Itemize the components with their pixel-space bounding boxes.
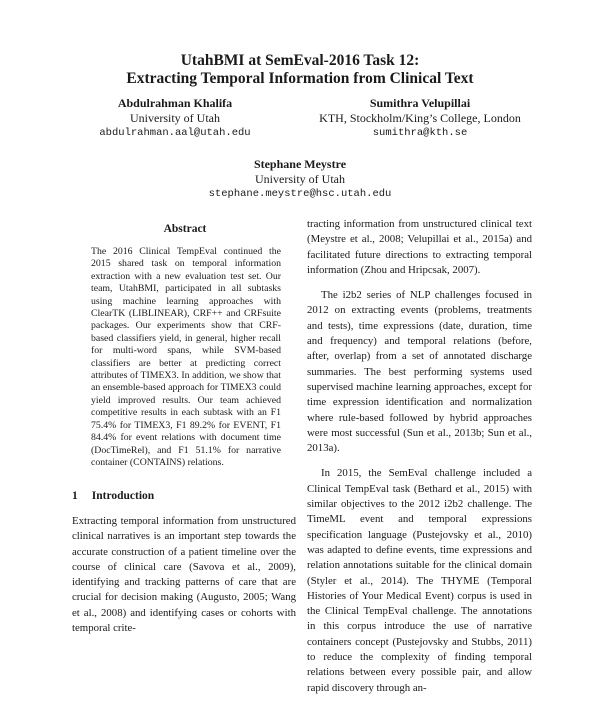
section-number: 1 [72,490,78,502]
section-title: Introduction [91,490,155,502]
author-email: stephane.meystre@hsc.utah.edu [208,188,392,200]
author-name: Abdulrahman Khalifa [117,96,233,110]
section-heading [72,490,154,502]
title-line-2: Extracting Temporal Information from Clinical Text [126,70,474,87]
author-affiliation: University of Utah [130,111,220,125]
intro-paragraph: Extracting temporal information from unstructured clinical narratives is an important step towards the accurate construction of a patient timeline over the course of clinical care (Savova et al., 2009), identifying and tracking patterns of care that are crucial for decision making (Augusto, 2005; Wang et al., 2008) and identifying cases or cohorts with temporal crite- [72,515,296,635]
left-column-body [72,514,296,636]
author-block-3 [150,157,450,202]
author-affiliation: University of Utah [255,172,345,186]
author-affiliation: KTH, Stockholm/King’s College, London [319,111,521,125]
author-name: Stephane Meystre [253,157,347,171]
abstract-body: The 2016 Clinical TempEval continued the 2015 shared task on temporal information extraction with a new evaluation test set. Our team, UtahBMI, participated in all subtasks using machine learning approaches with ClearTK (LIBLINEAR), CRF++ and CRFsuite packages. Our experiments show that CRF-based classifiers yield, in general, higher recall for multi-word spans, while SVM-based classifiers are better at predicting correct attributes of TIMEX3. In addition, we show that an ensemble-based approach for TIMEX3 could yield improved results. Our team achieved competitive results in each subtask with an F1 75.4% for TIMEX3, F1 89.2% for EVENT, F1 84.4% for event relations with document time (DocTimeRel), and F1 51.1% for narrative container (CONTAINS) relations. [91,246,281,468]
author-email: sumithra@kth.se [372,127,468,139]
author-name: Sumithra Velupillai [369,96,471,110]
right-column-body [307,217,532,706]
author-email: abdulrahman.aal@utah.edu [99,127,251,139]
paragraph-semeval: In 2015, the SemEval challenge included a Clinical TempEval task (Bethard et al., 2015) with similar objectives to the 2012 i2b2 challenge. The TimeML event and temporal expressions specification language (Pustejovsky et al., 2010) was adapted to define events, time expressions and relation annotations suitable for the clinical domain (Styler et al., 2014). The THYME (Temporal Histories of Your Medical Event) corpus is used in the Clinical TempEval challenge. The annotations in this corpus introduce the use of narrative containers concept (Pustejovsky and Stubbs, 2011) to reduce the complexity of finding temporal relations between every possible pair, and allow rapid discovery through an- [307,467,532,694]
abstract-heading: Abstract [163,223,207,235]
paragraph-continued: tracting information from unstructured clinical text (Meystre et al., 2008; Velupillai et al., 2015a) and facilitated future directions to extracting temporal information (Zhou and Hripcsak, 2007). [307,218,532,276]
title-line-1: UtahBMI at SemEval-2016 Task 12: [180,52,420,69]
author-block-2 [300,96,540,141]
paper-title [0,52,600,88]
author-block-1 [60,96,290,141]
paragraph-i2b2: The i2b2 series of NLP challenges focused in 2012 on extracting events (problems, treatments and tests), time expressions (date, duration, time and frequency) and temporal relations (before, after, overlap) from a set of annotated discharge summaries. The best performing systems used supervised machine learning approaches, except for time expression identification and normalization where rule-based followed by hybrid approaches were most successful (Sun et al., 2013b; Sun et al., 2013a). [307,289,532,455]
